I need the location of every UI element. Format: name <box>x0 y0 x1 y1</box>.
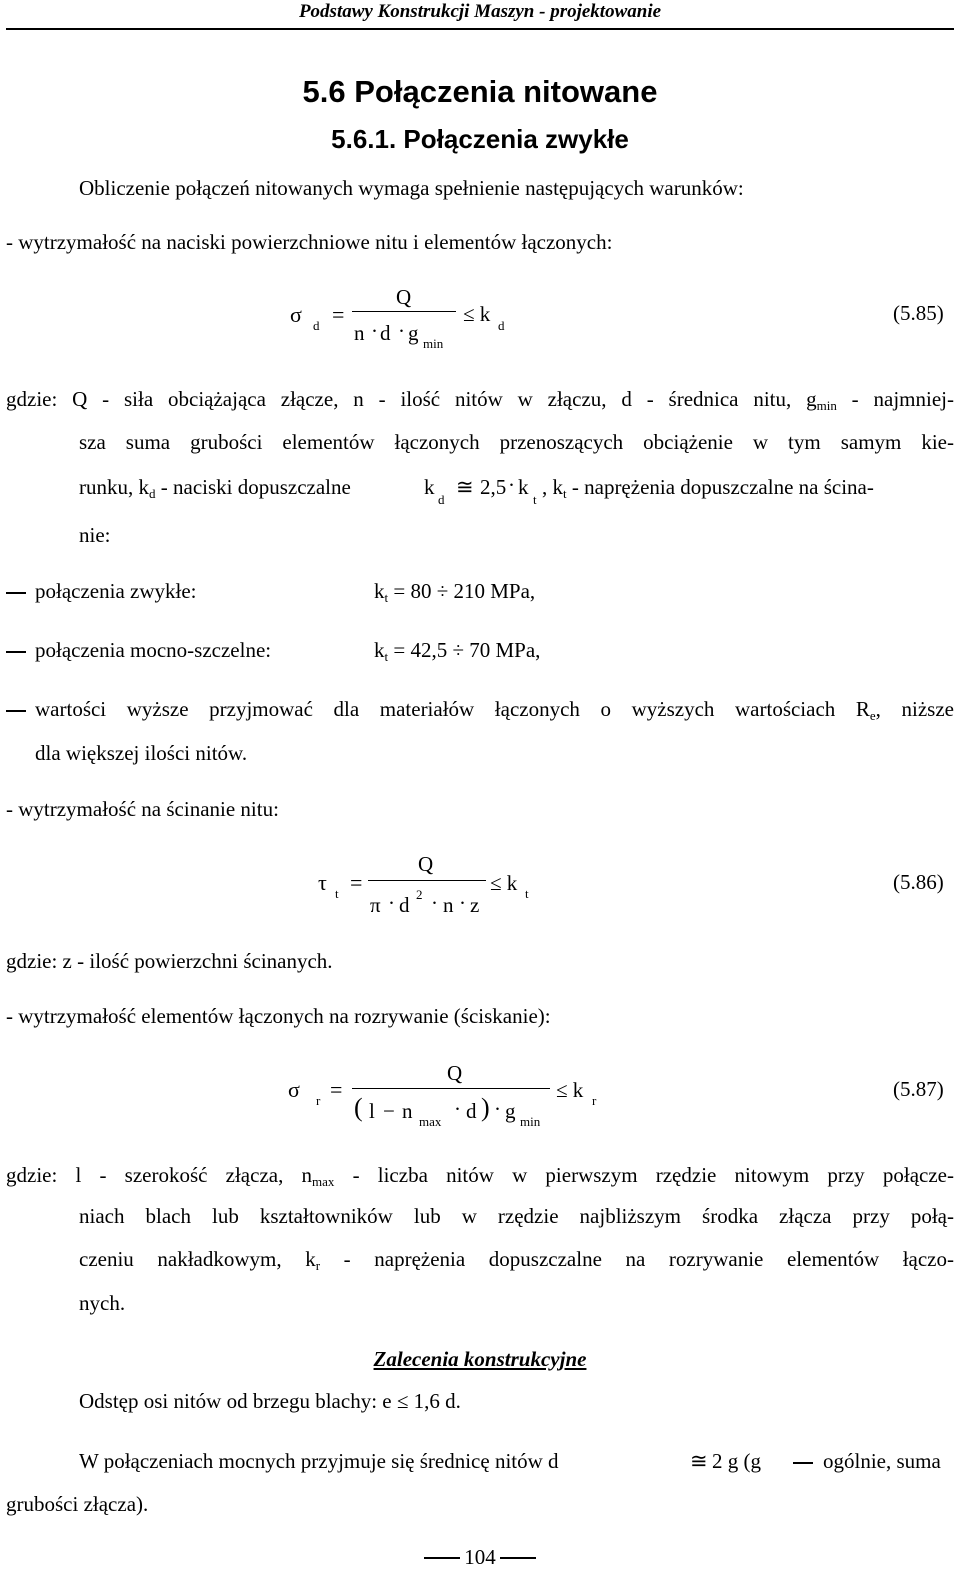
eq3-le-k: ≤ k <box>556 1078 584 1102</box>
eq3-den-close: ) <box>481 1093 490 1122</box>
rec2-part2: 2 g (g <box>712 1449 761 1473</box>
eq2-den-n: n <box>443 893 454 917</box>
running-header: Podstawy Konstrukcji Maszyn - projektowanie <box>298 1 662 22</box>
bullet-dash <box>6 592 26 594</box>
condition-1-text: - wytrzymałość na naciski powierzchniowe nitu i elementów łączonych: <box>6 230 613 254</box>
eq3-fraction-bar <box>352 1088 550 1089</box>
eq1-den-d: d <box>380 321 391 345</box>
condition-3-text: - wytrzymałość elementów łączonych na rozrywanie (ściskanie): <box>6 1004 551 1028</box>
bullet-dash <box>6 651 26 653</box>
eq3-den-gsub: min <box>520 1114 541 1129</box>
p3-line2: niach blach lub kształtowników lub w rzędzie najbliższym środka złącza przy połą- <box>79 1204 954 1228</box>
p3-line1: gdzie: l - szerokość złącza, $n_{max}$ - liczba nitów w pierwszym rzędzie nitowym przy połącze- <box>6 1163 954 1189</box>
eq2-den-d: d <box>399 893 410 917</box>
eq2-rhs-sub: t <box>525 886 529 901</box>
p3-line3: czeniu nakładkowym, $k_r$ - naprężenia dopuszczalne na rozrywanie elementów łączo- <box>79 1247 954 1273</box>
p1-l3-approx: ≅ <box>456 475 474 499</box>
footer-rule-right <box>500 1557 536 1559</box>
p1-line1 <box>6 387 954 413</box>
eq3-numerator: Q <box>447 1061 463 1085</box>
rec2-line2: grubości złącza). <box>6 1492 149 1516</box>
recommendation-1: Odstęp osi nitów od brzegu blachy: e ≤ 1,6 d. <box>79 1389 461 1413</box>
eq3-rhs-sub: r <box>592 1093 597 1108</box>
eq1-den-dot1: · <box>371 319 378 343</box>
page-number: 104 <box>464 1545 496 1569</box>
eq1-den-n: n <box>354 321 365 345</box>
rec2-part3: ogólnie, suma <box>823 1449 941 1473</box>
eq1-den-g: g <box>408 321 419 345</box>
p1-l3-part2: , $k_t$ - naprężenia dopuszczalne na ścina- <box>542 475 874 501</box>
p1-l3-k2sub: t <box>533 492 537 507</box>
p3-line4: nych. <box>79 1291 126 1315</box>
p2-text: gdzie: z - ilość powierzchni ścinanych. <box>6 949 333 973</box>
rec2-part1: W połączeniach mocnych przyjmuje się średnicę nitów d <box>79 1449 559 1473</box>
eq3-den-open: ( <box>354 1093 363 1122</box>
subsection-title: 5.6.1. Połączenia zwykłe <box>331 124 629 154</box>
eq3-lhs-sub: r <box>316 1093 321 1108</box>
bullet-dash <box>6 710 26 712</box>
eq2-den-pi: π <box>370 893 381 917</box>
eq3-den-nsub: max <box>419 1114 442 1129</box>
eq2-fraction-bar <box>368 880 486 881</box>
eq2-den-dot2: · <box>431 891 438 915</box>
eq3-den-dot1: · <box>454 1097 461 1121</box>
condition-2-text: - wytrzymałość na ścinanie nitu: <box>6 797 279 821</box>
eq3-den-n: n <box>402 1099 413 1123</box>
eq2-den-z: z <box>470 893 480 917</box>
bullet-3-line2: dla większej ilości nitów. <box>35 741 248 765</box>
eq3-equals: = <box>330 1077 343 1102</box>
bullet-1-label: połączenia zwykłe: <box>35 579 197 603</box>
eq3-label: (5.87) <box>893 1077 944 1101</box>
eq2-den-dot3: · <box>459 891 466 915</box>
eq3-den-dot2: · <box>494 1097 501 1121</box>
eq1-lhs: σ <box>290 302 302 327</box>
eq2-lhs-sub: t <box>335 886 339 901</box>
p1-line1-text: gdzie: Q - siła obciążająca złącze, n - ilość nitów w złączu, d - średnica nitu, $g_{min}$ - najmniej- <box>6 387 954 413</box>
eq1-den-dot2: · <box>398 319 405 343</box>
eq1-equals: = <box>332 302 345 327</box>
eq2-den-sup: 2 <box>416 887 423 902</box>
eq3-den-l: l <box>369 1099 375 1123</box>
eq2-lhs: τ <box>318 870 327 895</box>
eq2-label: (5.86) <box>893 870 944 894</box>
eq1-den-sub: min <box>423 336 444 351</box>
intro-text: Obliczenie połączeń nitowanych wymaga spełnienie następujących warunków: <box>79 176 744 200</box>
p1-l3-k2: k <box>518 475 529 499</box>
eq1-lhs-sub: d <box>313 318 320 333</box>
p1-l3-ksub: d <box>438 492 445 507</box>
eq2-numerator: Q <box>418 852 434 876</box>
bullet-1-value: $k_t = 80 \div 210$ MPa, <box>374 579 536 605</box>
recommendations-heading: Zalecenia konstrukcyjne <box>373 1347 587 1371</box>
p1-line2: sza suma grubości elementów łączonych przenoszących obciążenie w tym samym kie- <box>79 430 954 454</box>
eq1-label: (5.85) <box>893 301 944 325</box>
eq1-rhs-sub: d <box>498 318 505 333</box>
p1-l3-val: 2,5 <box>480 475 507 499</box>
eq2-equals: = <box>350 870 363 895</box>
eq2-le-k: ≤ k <box>490 871 518 895</box>
eq3-den-minus: − <box>383 1099 395 1123</box>
eq2-den-dot1: · <box>388 891 395 915</box>
p1-line4: nie: <box>79 523 111 547</box>
p1-l3-part1: runku, $k_d$ - naciski dopuszczalne <box>79 475 351 501</box>
eq1-numerator: Q <box>396 285 412 309</box>
rec2-approx: ≅ <box>690 1449 708 1473</box>
eq3-den-g: g <box>505 1099 516 1123</box>
bullet-2-label: połączenia mocno-szczelne: <box>35 638 272 662</box>
bullet-2-value: $k_t = 42,5 \div 70$ MPa, <box>374 638 541 664</box>
eq3-den-d: d <box>466 1099 477 1123</box>
eq3-lhs: σ <box>288 1077 300 1102</box>
bullet-3-line1: wartości wyższe przyjmować dla materiałów łączonych o wyższych wartościach $R_e$, niższe <box>35 697 954 723</box>
rec2-dash <box>793 1462 813 1464</box>
eq1-le-k: ≤ k <box>463 302 491 326</box>
header-rule <box>6 28 954 30</box>
p1-l3-dot: · <box>508 473 515 497</box>
eq1-fraction-bar <box>352 311 456 312</box>
p1-l3-k: k <box>424 475 435 499</box>
section-title: 5.6 Połączenia nitowane <box>302 74 658 109</box>
